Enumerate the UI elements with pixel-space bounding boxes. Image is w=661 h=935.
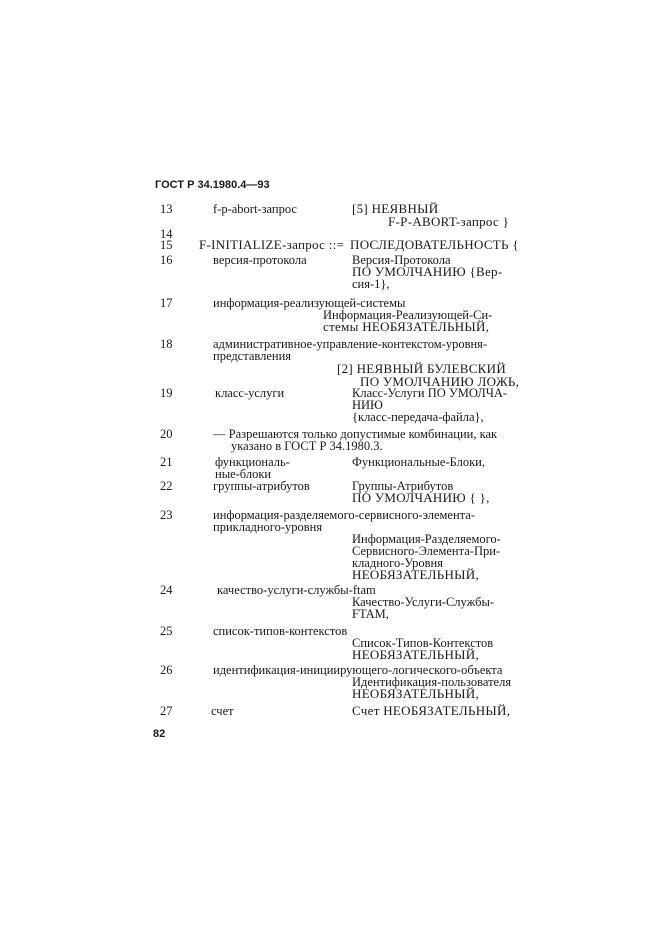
field-type: Список-Типов-Контекстов <box>352 636 494 650</box>
field-name: административное-управление-контекстом-уровня- <box>213 337 488 351</box>
type-name: F-INITIALIZE-запрос ::= <box>199 237 345 252</box>
field-name: список-типов-контекстов <box>213 624 348 638</box>
line-number: 26 <box>160 663 173 677</box>
field-type: ПО УМОЛЧАНИЮ {Вер- <box>352 264 503 279</box>
field-type: стемы НЕОБЯЗАТЕЛЬНЫЙ, <box>323 319 490 334</box>
type-definition: ПОСЛЕДОВАТЕЛЬНОСТЬ { <box>350 237 519 252</box>
running-header: ГОСТ Р 34.1980.4—93 <box>155 179 270 191</box>
comment-text: указано в ГОСТ Р 34.1980.3. <box>231 439 383 453</box>
line-number: 21 <box>160 455 173 469</box>
line-number: 20 <box>160 427 173 441</box>
field-type: F-P-ABORT-запрос } <box>388 214 510 229</box>
field-type: НЕОБЯЗАТЕЛЬНЫЙ, <box>352 686 480 701</box>
field-type: Качество-Услуги-Службы- <box>352 595 495 609</box>
field-name: группы-атрибутов <box>213 479 310 493</box>
line-number: 24 <box>160 583 173 597</box>
field-type: НЕОБЯЗАТЕЛЬНЫЙ, <box>352 647 480 662</box>
line-number: 19 <box>160 386 173 400</box>
line-number: 18 <box>160 337 173 351</box>
field-name: представления <box>213 349 292 363</box>
field-name: класс-услуги <box>215 386 285 400</box>
field-type: НИЮ <box>352 398 383 412</box>
field-type: кладного-Уровня <box>352 556 443 570</box>
field-name: версия-протокола <box>213 253 307 267</box>
field-type: Идентификация-пользователя <box>352 675 512 689</box>
field-type: Функциональные-Блоки, <box>352 455 485 469</box>
line-number: 13 <box>160 202 173 216</box>
line-number: 17 <box>160 296 173 310</box>
field-type: Группы-Атрибутов <box>352 479 454 493</box>
line-number: 14 <box>160 227 173 241</box>
page-number: 82 <box>153 728 166 740</box>
field-type: сия-1}, <box>352 277 390 291</box>
comment-text: — Разрешаются только допустимые комбинации, как <box>213 427 498 441</box>
field-type: FTAM, <box>352 607 389 621</box>
field-name: функциональ- <box>215 455 290 469</box>
field-name: информация-реализующей-системы <box>213 296 406 310</box>
field-type: Сервисного-Элемента-При- <box>352 544 501 558</box>
field-type: Класс-Услуги ПО УМОЛЧА- <box>352 386 508 400</box>
field-name: идентификация-инициирующего-логического-объекта <box>213 663 503 677</box>
line-number: 23 <box>160 508 173 522</box>
field-type: ПО УМОЛЧАНИЮ { }, <box>352 490 490 505</box>
field-name: прикладного-уровня <box>213 520 323 534</box>
line-number: 15 <box>160 238 173 252</box>
field-name: f-p-abort-запрос <box>213 202 297 216</box>
line-number: 27 <box>160 704 173 718</box>
field-type: Информация-Разделяемого- <box>352 532 501 546</box>
line-number: 25 <box>160 624 173 638</box>
field-name: ные-блоки <box>215 467 272 481</box>
field-name: информация-разделяемого-сервисного-элемента- <box>213 508 475 522</box>
field-type: НЕОБЯЗАТЕЛЬНЫЙ, <box>352 567 480 582</box>
line-number: 16 <box>160 253 173 267</box>
field-type: [2] НЕЯВНЫЙ БУЛЕВСКИЙ <box>337 361 507 376</box>
field-name: счет <box>211 704 234 718</box>
line-number: 22 <box>160 479 173 493</box>
field-type: ПО УМОЛЧАНИЮ ЛОЖЬ, <box>360 374 520 389</box>
field-type: Счет НЕОБЯЗАТЕЛЬНЫЙ, <box>352 703 511 718</box>
field-type: {класс-передача-файла}, <box>352 410 484 424</box>
field-name: качество-услуги-службы-ftam <box>217 583 376 597</box>
field-type: Версия-Протокола <box>352 253 451 267</box>
field-type: [5] НЕЯВНЫЙ <box>352 201 439 216</box>
field-type: Информация-Реализующей-Си- <box>323 308 493 322</box>
